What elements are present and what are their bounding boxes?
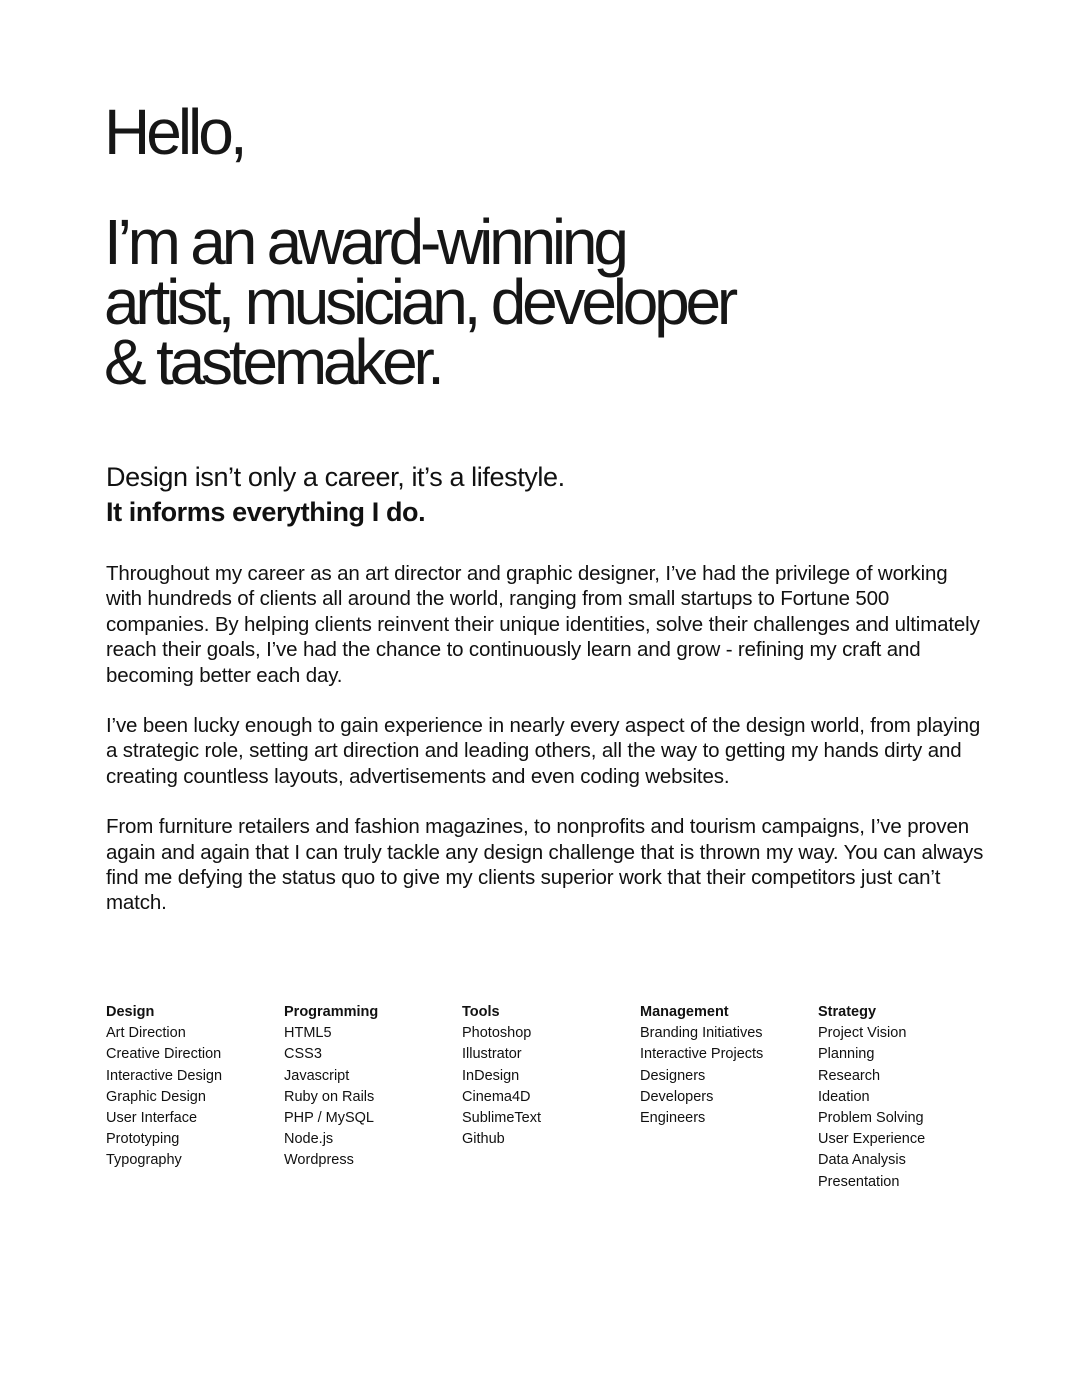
skill-item: User Experience [818, 1131, 926, 1148]
skill-item: InDesign [462, 1067, 520, 1084]
skill-item: Creative Direction [106, 1046, 222, 1063]
skills-list [462, 1023, 640, 1150]
skills-list [284, 1023, 462, 1171]
skill-item: Designers [640, 1067, 706, 1084]
tagline-emphasis: It informs everything I do. [106, 497, 426, 527]
skill-item: Presentation [818, 1173, 900, 1190]
skill-item: Wordpress [284, 1152, 354, 1169]
headline [104, 206, 735, 398]
skill-item: Typography [106, 1152, 182, 1169]
headline-line: artist, musician, developer [104, 266, 735, 338]
skills-column-title: Programming [284, 1004, 379, 1020]
skill-item: Project Vision [818, 1025, 907, 1042]
skill-item: Engineers [640, 1110, 706, 1127]
bio-paragraph: From furniture retailers and fashion magazines, to nonprofits and tourism campaigns, I’ve proven again and again that I can truly tackle any design challenge that is thrown my way. You can always find me defying the status quo to give my clients superior work that their competitors just can’t match. [106, 815, 984, 915]
skills-column-design [106, 1002, 284, 1193]
skill-item: Research [818, 1067, 881, 1084]
skill-item: Illustrator [462, 1046, 522, 1063]
skill-item: Photoshop [462, 1025, 532, 1042]
headline-line: & tastemaker. [104, 326, 441, 398]
skill-item: Planning [818, 1046, 875, 1063]
skills-column-tools [462, 1002, 640, 1193]
skill-item: Ruby on Rails [284, 1088, 375, 1105]
skills-column-title: Management [640, 1004, 729, 1020]
skills-list [818, 1023, 996, 1193]
skill-item: Interactive Design [106, 1067, 223, 1084]
skill-item: Node.js [284, 1131, 334, 1148]
skill-item: Interactive Projects [640, 1046, 764, 1063]
skill-item: User Interface [106, 1110, 198, 1127]
skills-column-management [640, 1002, 818, 1193]
skill-item: Developers [640, 1088, 714, 1105]
skills-column-strategy [818, 1002, 996, 1193]
skill-item: HTML5 [284, 1025, 332, 1042]
skill-item: Javascript [284, 1067, 350, 1084]
skill-item: Prototyping [106, 1131, 180, 1148]
skill-item: Art Direction [106, 1025, 186, 1042]
greeting: Hello, [104, 96, 244, 168]
skill-item: SublimeText [462, 1110, 541, 1127]
skills-column-title: Tools [462, 1004, 500, 1020]
bio [106, 561, 986, 941]
skill-item: Branding Initiatives [640, 1025, 763, 1042]
skill-item: Data Analysis [818, 1152, 906, 1169]
headline-line: I’m an award-winning [104, 206, 625, 278]
skill-item: PHP / MySQL [284, 1110, 374, 1127]
skill-item: Github [462, 1131, 505, 1148]
skill-item: Cinema4D [462, 1088, 531, 1105]
tagline-line: Design isn’t only a career, it’s a lifestyle. [106, 462, 565, 492]
tagline [106, 460, 565, 530]
skills-column-title: Strategy [818, 1004, 877, 1020]
bio-paragraph: I’ve been lucky enough to gain experience in nearly every aspect of the design world, from playing a strategic role, setting art direction and leading others, all the way to getting my hands dirty and creating countless layouts, advertisements and even coding websites. [106, 714, 981, 788]
skill-item: Ideation [818, 1088, 870, 1105]
bio-paragraph: Throughout my career as an art director and graphic designer, I’ve had the privilege of working with hundreds of clients all around the world, ranging from small startups to Fortune 500 companies. By helping clients reinvent their unique identities, solve their challenges and ultimately reach their goals, I’ve had the chance to continuously learn and grow - refining my craft and becoming better each day. [106, 562, 980, 687]
skills-column-programming [284, 1002, 462, 1193]
skill-item: Problem Solving [818, 1110, 924, 1127]
skills-column-title: Design [106, 1004, 155, 1020]
skill-item: CSS3 [284, 1046, 322, 1063]
skills-list [106, 1023, 284, 1171]
skill-item: Graphic Design [106, 1088, 206, 1105]
skills-list [640, 1023, 818, 1129]
skills-section [106, 1002, 996, 1193]
